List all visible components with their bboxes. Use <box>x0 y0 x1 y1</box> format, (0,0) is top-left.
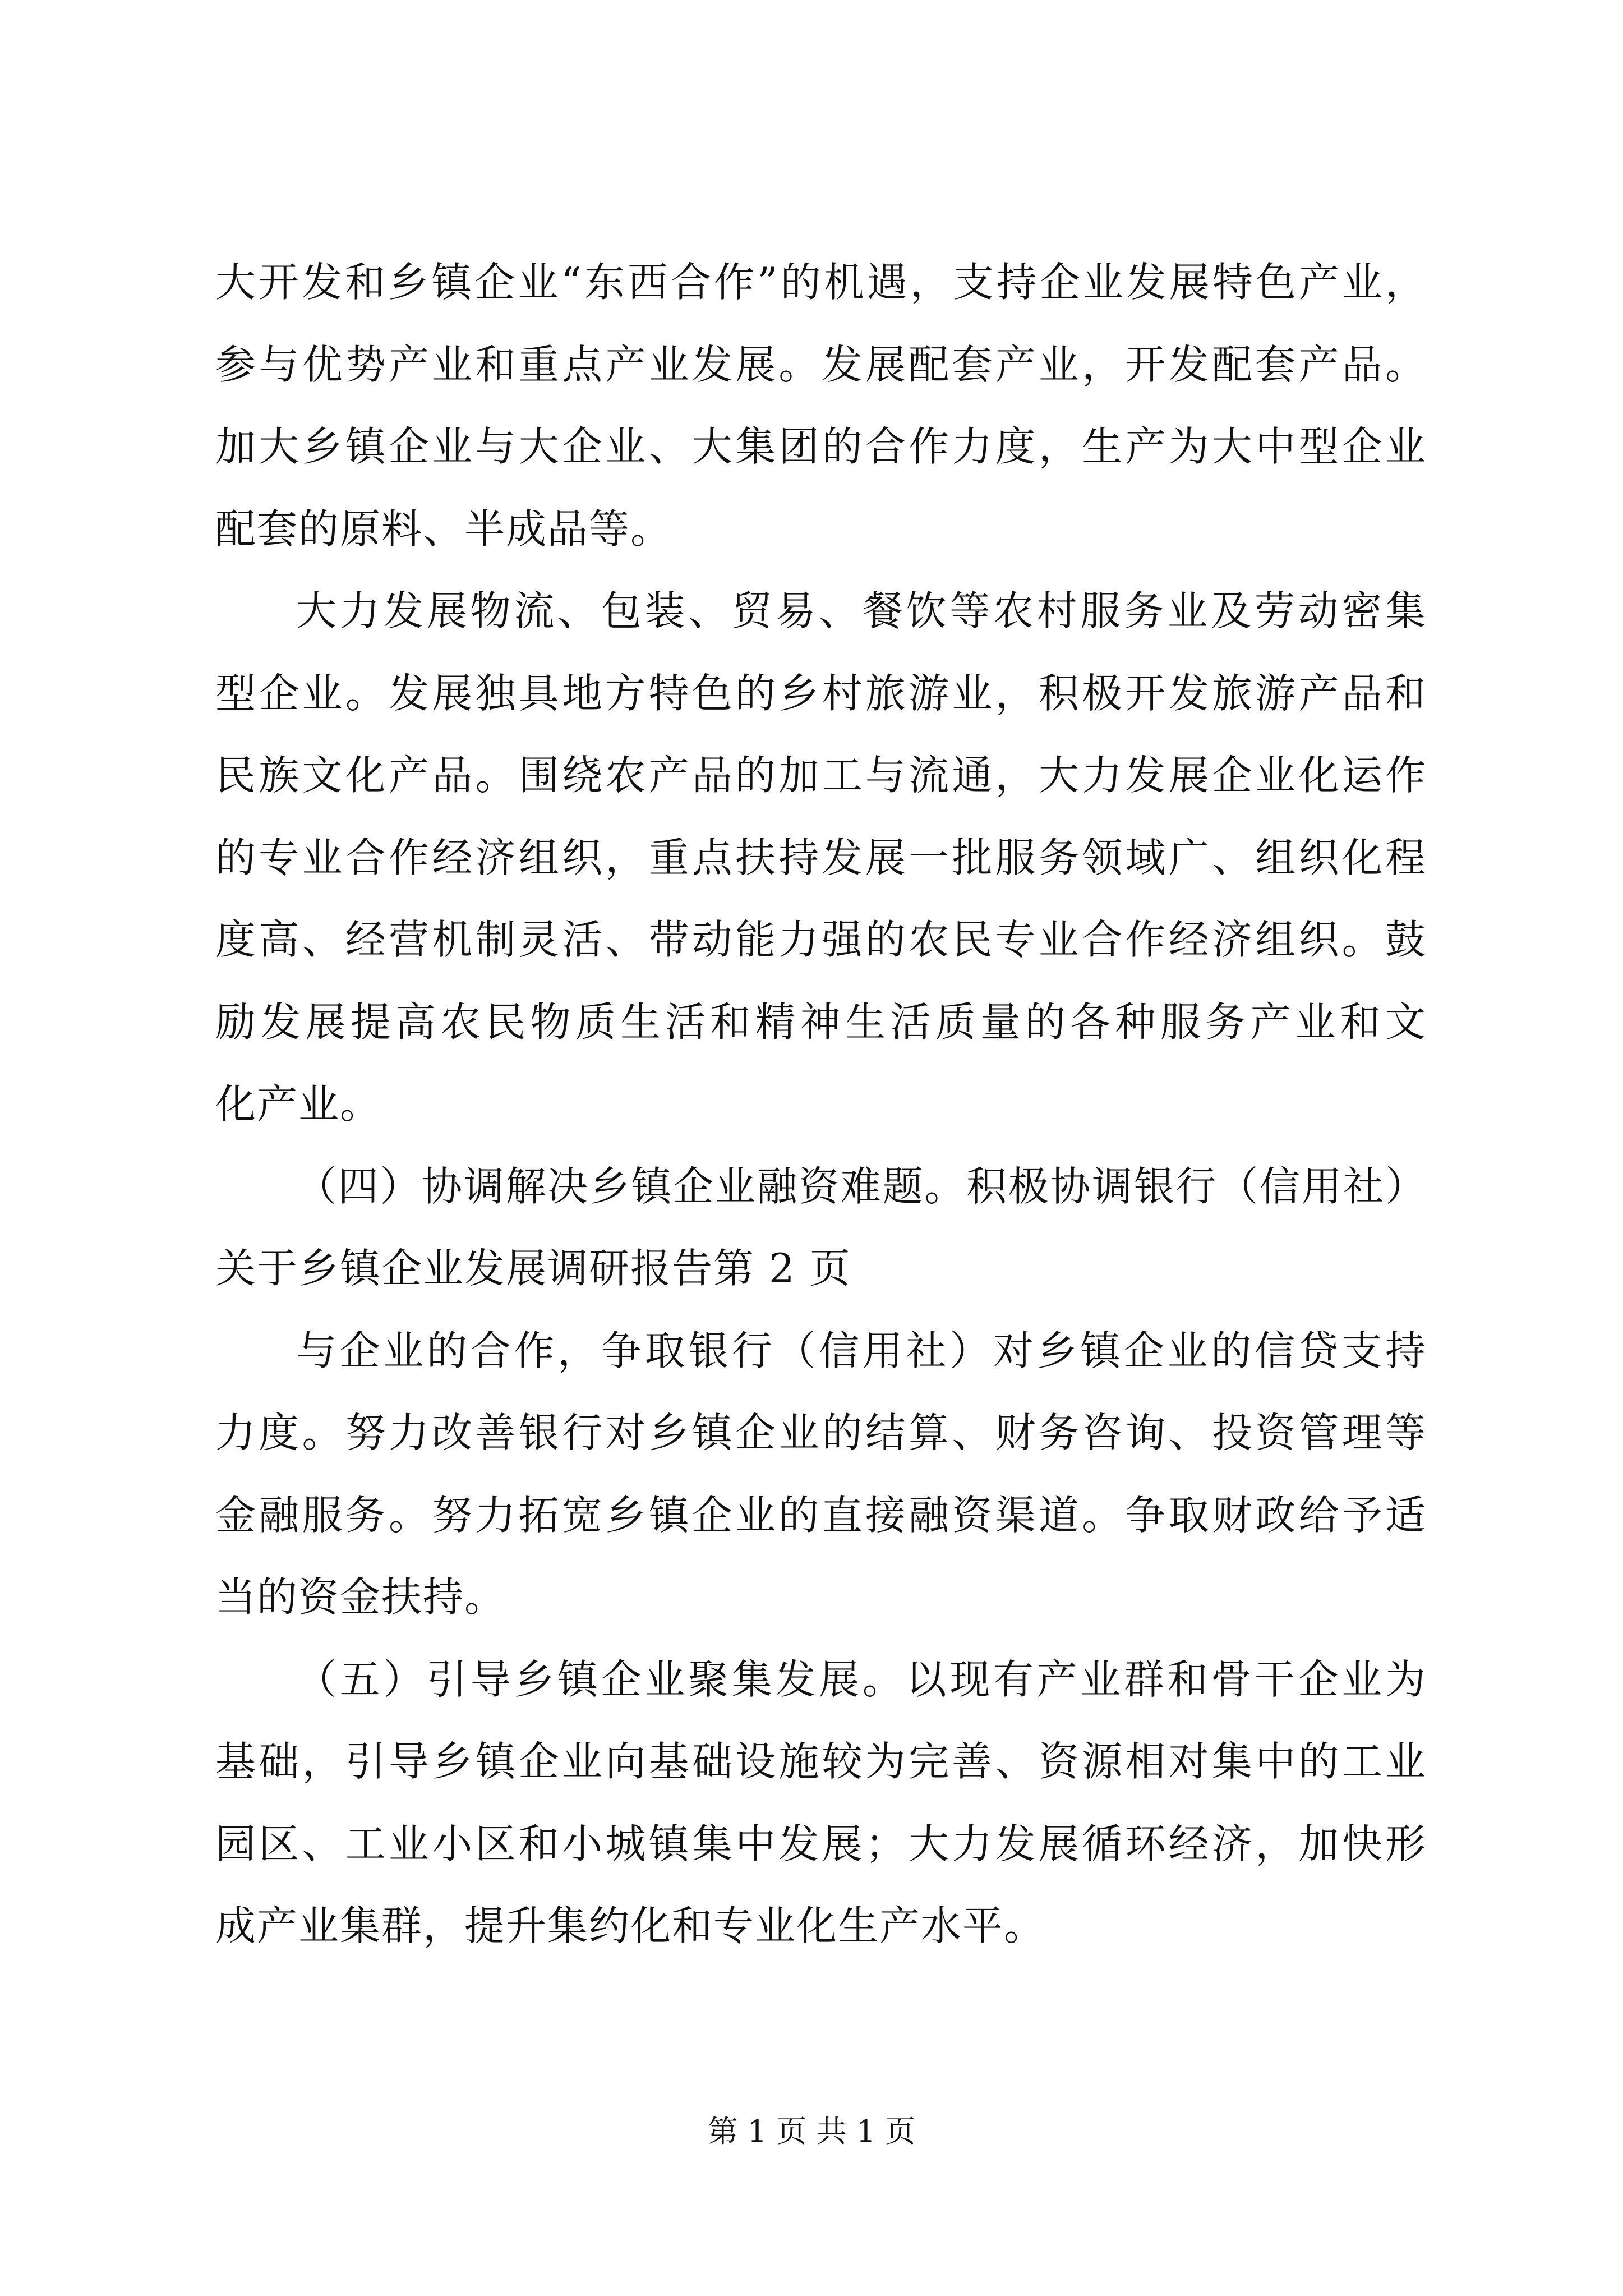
text-line: 加大乡镇企业与大企业、大集团的合作力度，生产为大中型企业 <box>215 423 1427 470</box>
text-line: 参与优势产业和重点产业发展。发展配套产业，开发配套产品。 <box>215 341 1427 388</box>
text-line: 金融服务。努力拓宽乡镇企业的直接融资渠道。争取财政给予适 <box>215 1491 1427 1539</box>
text-line: 型企业。发展独具地方特色的乡村旅游业，积极开发旅游产品和 <box>215 669 1427 717</box>
text-line: 当的资金扶持。 <box>215 1573 506 1621</box>
document-body <box>215 241 1427 1967</box>
page-footer <box>0 2112 1623 2151</box>
text-line: 力度。努力改善银行对乡镇企业的结算、财务咨询、投资管理等 <box>215 1409 1427 1456</box>
page-number-label: 第 1 页 共 1 页 <box>707 2114 916 2149</box>
paragraph-5 <box>215 1639 1427 1967</box>
text-line: 励发展提高农民物质生活和精神生活质量的各种服务产业和文 <box>215 998 1427 1046</box>
text-line: 民族文化产品。围绕农产品的加工与流通，大力发展企业化运作 <box>215 752 1427 799</box>
text-line: 配套的原料、半成品等。 <box>215 505 672 553</box>
section-heading-4: （四）协调解决乡镇企业融资难题。积极协调银行（信用社） <box>296 1162 1427 1210</box>
page-continuation-marker <box>215 1227 1427 1310</box>
text-line: 与企业的合作，争取银行（信用社）对乡镇企业的信贷支持 <box>296 1327 1427 1374</box>
text-line: 成产业集群，提升集约化和专业化生产水平。 <box>215 1902 1046 1949</box>
text-line: 的专业合作经济组织，重点扶持发展一批服务领域广、组织化程 <box>215 834 1427 881</box>
section-heading-5: （五）引导乡镇企业聚集发展。以现有产业群和骨干企业为 <box>296 1655 1427 1703</box>
paragraph-3 <box>215 1145 1427 1228</box>
text-line: 大力发展物流、包装、贸易、餐饮等农村服务业及劳动密集 <box>296 587 1427 634</box>
text-line: 关于乡镇企业发展调研报告第 2 页 <box>215 1245 851 1292</box>
text-line: 化产业。 <box>215 1080 382 1128</box>
text-line: 度高、经营机制灵活、带动能力强的农民专业合作经济组织。鼓 <box>215 916 1427 963</box>
paragraph-4 <box>215 1310 1427 1639</box>
paragraph-2 <box>215 570 1427 1145</box>
paragraph-1 <box>215 241 1427 570</box>
text-line: 园区、工业小区和小城镇集中发展；大力发展循环经济，加快形 <box>215 1820 1427 1867</box>
text-line: 大开发和乡镇企业“东西合作”的机遇，支持企业发展特色产业， <box>215 259 1427 306</box>
text-line: 基础，引导乡镇企业向基础设施较为完善、资源相对集中的工业 <box>215 1738 1427 1785</box>
